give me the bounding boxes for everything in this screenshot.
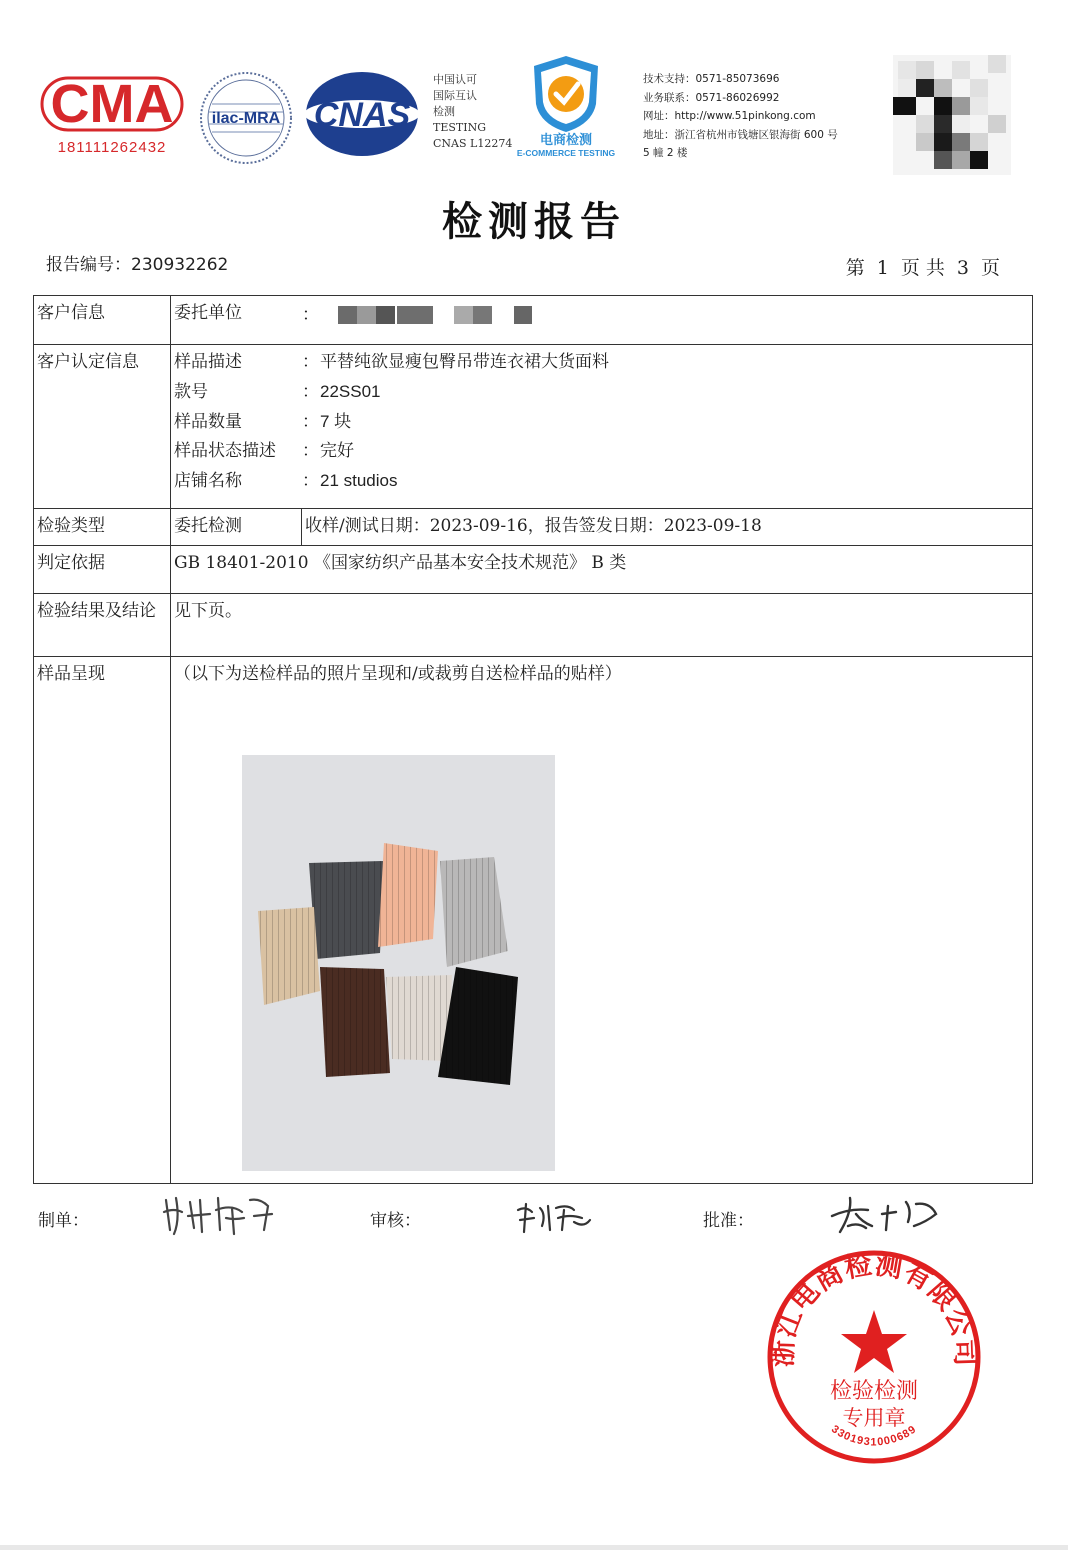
- page-prefix: 第: [845, 257, 865, 279]
- declared-field-value: 平替纯欲显瘦包臀吊带连衣裙大货面料: [320, 352, 609, 372]
- table-rule: [34, 593, 1032, 594]
- contact-line-website: 网址：http://www.51pinkong.com: [643, 110, 816, 122]
- cma-logo: [38, 70, 186, 160]
- cnas-line: CNAS L12274: [433, 137, 513, 150]
- basis-label: 判定依据: [37, 553, 105, 573]
- contact-line-business: 业务联系：0571-86026992: [643, 91, 780, 104]
- page-total: 3: [956, 257, 969, 279]
- table-rule: [34, 508, 1032, 509]
- cnas-line: 中国认可: [433, 73, 477, 86]
- contact-line-address: 地址：浙江省杭州市钱塘区银海街 600 号: [643, 128, 838, 141]
- page-current: 1: [876, 257, 889, 279]
- inspection-type-value: 委托检测: [174, 516, 242, 536]
- table-col-rule: [301, 508, 302, 545]
- company-seal-stamp: [765, 1248, 983, 1466]
- declared-row: 样品状态描述 ：完好: [174, 437, 609, 466]
- fabric-rib-texture: [386, 975, 452, 1061]
- page-suffix: 页: [980, 257, 1000, 279]
- declared-field-name: 样品状态描述: [174, 441, 276, 461]
- declared-field-value: 22SS01: [320, 382, 381, 401]
- client-colon: ：: [302, 305, 319, 325]
- contact-info: [643, 70, 838, 163]
- reviewed-by-label: 审核：: [370, 1211, 421, 1231]
- cnas-line: 检测: [433, 105, 455, 118]
- ilac-mra-logo: [198, 70, 294, 166]
- client-field-label: 委托单位: [174, 303, 242, 323]
- table-rule: [34, 344, 1032, 345]
- cnas-logo: [303, 70, 421, 158]
- page-bottom-edge: [0, 1545, 1068, 1550]
- contact-line-address2: 5 幢 2 楼: [643, 147, 688, 159]
- client-declared-label: 客户认定信息: [37, 352, 139, 372]
- client-info-label: 客户信息: [37, 303, 105, 323]
- declared-row: 店铺名称 ：21 studios: [174, 466, 609, 496]
- reviewed-by-signature: [512, 1196, 596, 1240]
- declared-row: 样品描述 ：平替纯欲显瘦包臀吊带连衣裙大货面料: [174, 348, 609, 377]
- approved-by-signature: [826, 1192, 942, 1238]
- stamp-number: 3301931000689: [829, 1423, 919, 1449]
- table-rule: [34, 656, 1032, 657]
- fabric-rib-texture: [320, 967, 390, 1077]
- contact-line-tech: 技术支持：0571-85073696: [643, 73, 780, 85]
- table-rule: [34, 545, 1032, 546]
- fabric-rib-texture: [309, 861, 384, 959]
- ecommerce-testing-logo: [510, 52, 622, 162]
- declared-fields: [174, 348, 609, 496]
- report-title: 检测报告: [442, 198, 626, 245]
- ecommerce-logo-en: E-COMMERCE TESTING: [516, 148, 616, 158]
- result-label: 检验结果及结论: [37, 601, 156, 621]
- cnas-logo-text: CNAS: [313, 96, 411, 134]
- client-name-redacted: [338, 301, 532, 330]
- result-value: 见下页。: [174, 601, 242, 621]
- approved-by-label: 批准：: [703, 1211, 754, 1231]
- made-by-signature: [160, 1190, 280, 1240]
- cma-logo-text: CMA: [50, 74, 174, 134]
- declared-row: 款号 ：22SS01: [174, 377, 609, 407]
- cnas-line: TESTING: [433, 121, 486, 134]
- declared-field-name: 款号: [174, 382, 208, 402]
- sample-caption: （以下为送检样品的照片呈现和/或裁剪自送检样品的贴样）: [174, 664, 622, 684]
- basis-value: GB 18401-2010 《国家纺织产品基本安全技术规范》 B 类: [174, 553, 627, 573]
- sample-photo: [242, 755, 555, 1171]
- cnas-line: 国际互认: [433, 89, 477, 102]
- fabric-rib-texture: [378, 843, 438, 947]
- inspection-dates: 收样/测试日期：2023-09-16，报告签发日期：2023-09-18: [305, 516, 762, 536]
- page-middle: 页 共: [900, 257, 945, 279]
- sample-label: 样品呈现: [37, 664, 105, 684]
- declared-field-value: 完好: [320, 441, 354, 461]
- declared-field-value: 21 studios: [320, 471, 398, 490]
- ilac-logo-text: ilac-MRA: [211, 110, 281, 127]
- declared-row: 样品数量 ：7 块: [174, 407, 609, 437]
- ecommerce-logo-cn: 电商检测: [539, 133, 593, 148]
- page-indicator: [840, 253, 1006, 280]
- stamp-company: 浙江电商检测有限公司: [767, 1249, 981, 1368]
- stamp-purpose: 检验检测: [829, 1379, 919, 1404]
- fabric-rib-texture: [258, 907, 320, 1005]
- made-by-label: 制单：: [38, 1211, 89, 1231]
- declared-field-value: 7 块: [320, 412, 352, 431]
- cma-logo-number: 181111262432: [57, 139, 167, 156]
- qr-code-icon: [893, 55, 1011, 175]
- declared-field-name: 样品描述: [174, 352, 242, 372]
- stamp-purpose2: 专用章: [842, 1406, 906, 1430]
- table-col-rule: [170, 296, 171, 1183]
- cnas-accreditation-text: [433, 72, 512, 152]
- report-number: 报告编号：230932262: [46, 255, 229, 275]
- declared-field-name: 店铺名称: [174, 471, 242, 491]
- inspection-type-label: 检验类型: [37, 516, 105, 536]
- declared-field-name: 样品数量: [174, 412, 242, 432]
